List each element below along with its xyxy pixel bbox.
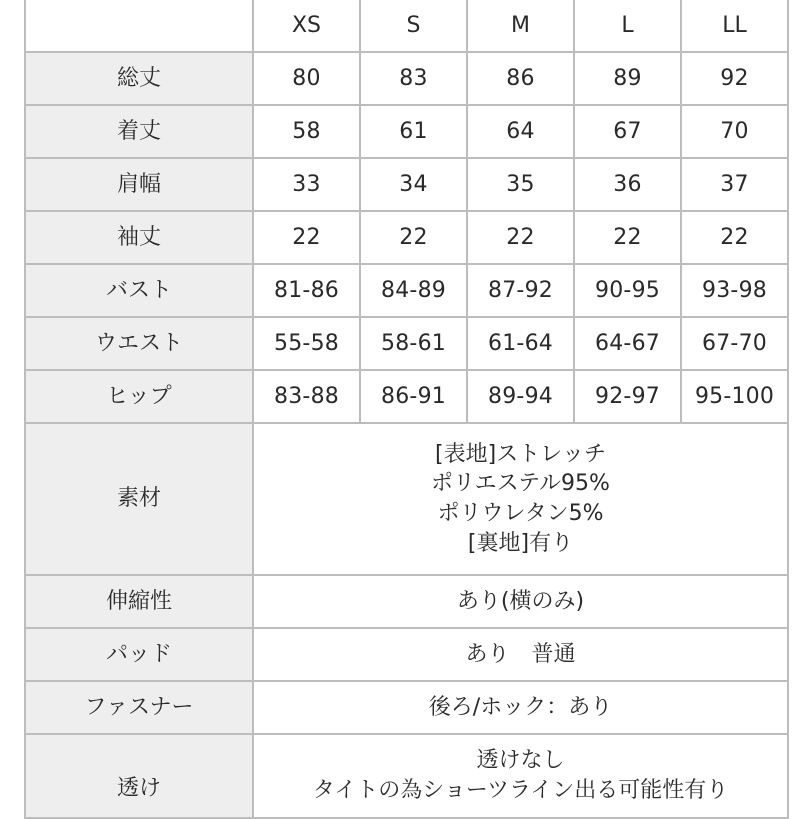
cell-value: 22 <box>467 211 574 264</box>
cell-value: 55-58 <box>253 317 360 370</box>
row-shoulder-width <box>25 158 788 211</box>
cell-value: 22 <box>681 211 788 264</box>
row-dress-length <box>25 105 788 158</box>
cell-value: 90-95 <box>574 264 681 317</box>
fastener-value: 後ろ/ホック：あり <box>253 681 788 734</box>
size-chart-table <box>24 0 789 819</box>
cell-value: 89 <box>574 52 681 105</box>
row-label: 袖丈 <box>25 211 253 264</box>
stretch-value: あり(横のみ) <box>253 575 788 628</box>
cell-value: 70 <box>681 105 788 158</box>
material-line: [表地]ストレッチ <box>435 441 606 467</box>
row-waist <box>25 317 788 370</box>
cell-value: 84-89 <box>360 264 467 317</box>
material-line: ポリエステル95% <box>431 471 610 497</box>
corner-cell <box>25 0 253 52</box>
row-label: バスト <box>25 264 253 317</box>
cell-value: 83 <box>360 52 467 105</box>
row-label: 着丈 <box>25 105 253 158</box>
row-label: 総丈 <box>25 52 253 105</box>
size-header-xs: XS <box>253 0 360 52</box>
material-line: ポリウレタン5% <box>437 501 604 526</box>
cell-value: 92 <box>681 52 788 105</box>
row-label: 伸縮性 <box>25 575 253 628</box>
cell-value: 86-91 <box>360 370 467 423</box>
size-header-l: L <box>574 0 681 52</box>
size-header-row <box>25 0 788 52</box>
row-bust <box>25 264 788 317</box>
row-sleeve-length <box>25 211 788 264</box>
row-material <box>25 423 788 575</box>
cell-value: 83-88 <box>253 370 360 423</box>
cell-value: 58 <box>253 105 360 158</box>
row-label: 透け <box>25 734 253 818</box>
row-stretch <box>25 575 788 628</box>
row-label: ファスナー <box>25 681 253 734</box>
row-hip <box>25 370 788 423</box>
pad-value: あり 普通 <box>253 628 788 681</box>
sheer-line: 透けなし <box>476 748 565 774</box>
row-label: ウエスト <box>25 317 253 370</box>
sheer-line: タイトの為ショーツライン出る可能性有り <box>312 778 729 803</box>
cell-value: 22 <box>253 211 360 264</box>
cell-value: 95-100 <box>681 370 788 423</box>
cell-value: 67-70 <box>681 317 788 370</box>
material-details <box>253 423 788 575</box>
cell-value: 34 <box>360 158 467 211</box>
cell-value: 61-64 <box>467 317 574 370</box>
cell-value: 92-97 <box>574 370 681 423</box>
cell-value: 80 <box>253 52 360 105</box>
row-label: ヒップ <box>25 370 253 423</box>
row-label: パッド <box>25 628 253 681</box>
row-total-length <box>25 52 788 105</box>
cell-value: 58-61 <box>360 317 467 370</box>
row-label: 肩幅 <box>25 158 253 211</box>
size-header-ll: LL <box>681 0 788 52</box>
cell-value: 35 <box>467 158 574 211</box>
cell-value: 22 <box>360 211 467 264</box>
row-pad <box>25 628 788 681</box>
row-fastener <box>25 681 788 734</box>
size-header-s: S <box>360 0 467 52</box>
row-sheer <box>25 734 788 818</box>
cell-value: 86 <box>467 52 574 105</box>
cell-value: 61 <box>360 105 467 158</box>
cell-value: 33 <box>253 158 360 211</box>
cell-value: 64-67 <box>574 317 681 370</box>
cell-value: 64 <box>467 105 574 158</box>
row-label: 素材 <box>25 423 253 575</box>
cell-value: 37 <box>681 158 788 211</box>
cell-value: 93-98 <box>681 264 788 317</box>
cell-value: 89-94 <box>467 370 574 423</box>
material-line: [裏地]有り <box>467 530 574 556</box>
cell-value: 87-92 <box>467 264 574 317</box>
cell-value: 36 <box>574 158 681 211</box>
cell-value: 22 <box>574 211 681 264</box>
cell-value: 67 <box>574 105 681 158</box>
sheer-details <box>253 734 788 818</box>
cell-value: 81-86 <box>253 264 360 317</box>
size-header-m: M <box>467 0 574 52</box>
